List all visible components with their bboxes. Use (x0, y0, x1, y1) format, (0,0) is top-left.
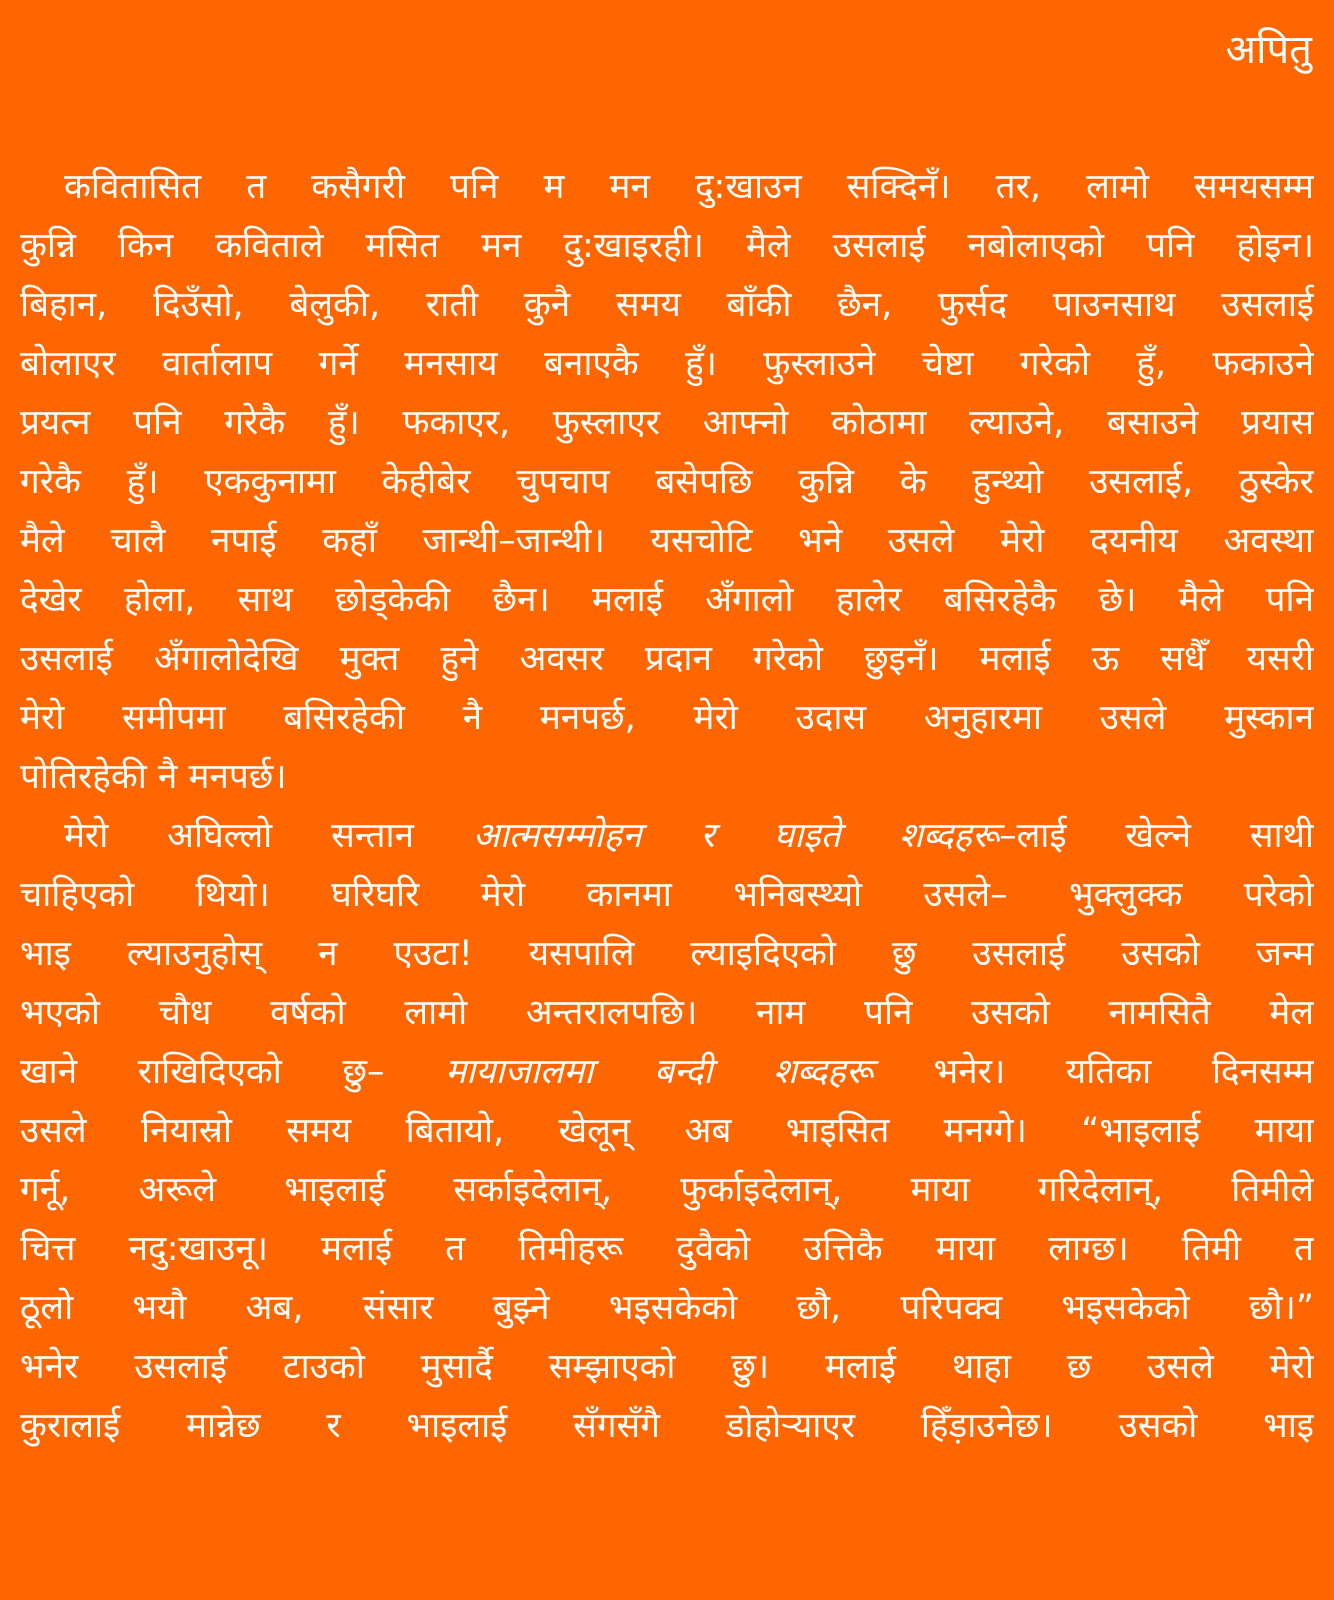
text-line: भएको चौध वर्षको लामो अन्तरालपछि। नाम पनि उसको नामसितै मेल (20, 993, 1314, 1033)
text-line: मेरो अघिल्लो सन्तान आत्मसम्मोहन र घाइते शब्दहरू–लाई खेल्ने साथी (64, 816, 1314, 856)
text-line: मैले चालै नपाई कहाँ जान्थी–जान्थी। यसचोटि भने उसले मेरो दयनीय अवस्था (20, 521, 1314, 561)
text-line: उसले नियास्रो समय बितायो, खेलून् अब भाइसित मनग्गे। “भाइलाई माया (20, 1111, 1314, 1151)
text-line: चित्त नदु:खाउनू। मलाई त तिमीहरू दुवैको उत्तिकै माया लाग्छ। तिमी त (20, 1229, 1314, 1269)
text-line: देखेर होला, साथ छोड्केकी छैन। मलाई अँगालो हालेर बसिरहेकै छे। मैले पनि (20, 580, 1314, 620)
text-line: बोलाएर वार्तालाप गर्ने मनसाय बनाएकै हुँ। फुस्लाउने चेष्टा गरेको हुँ, फकाउने (20, 344, 1314, 384)
text-line: कवितासित त कसैगरी पनि म मन दु:खाउन सक्दिनँ। तर, लामो समयसम्म (64, 167, 1314, 207)
body-text (20, 158, 1314, 1456)
text-line: मेरो समीपमा बसिरहेकी नै मनपर्छ, मेरो उदास अनुहारमा उसले मुस्कान (20, 698, 1314, 738)
text-line: भाइ ल्याउनुहोस् न एउटा! यसपालि ल्याइदिएको छु उसलाई उसको जन्म (20, 934, 1314, 974)
text-line: पोतिरहेकी नै मनपर्छ। (20, 757, 287, 797)
text-line: खाने राखिदिएको छु– मायाजालमा बन्दी शब्दहरू भनेर। यतिका दिनसम्म (20, 1052, 1314, 1092)
text-line: उसलाई अँगालोदेखि मुक्त हुने अवसर प्रदान गरेको छुइनँ। मलाई ऊ सधैँ यसरी (20, 639, 1314, 679)
book-title: आत्मसम्मोहन र घाइते शब्दहरू (472, 816, 1000, 856)
text-line: कुन्नि किन कविताले मसित मन दु:खाइरही। मैले उसलाई नबोलाएको पनि होइन। (20, 226, 1314, 266)
text-line: ठूलो भयौ अब, संसार बुझ्ने भइसकेको छौ, परिपक्व भइसकेको छौ।” (20, 1288, 1314, 1328)
text-line: भनेर उसलाई टाउको मुसार्दै सम्झाएको छु। मलाई थाहा छ उसले मेरो (20, 1347, 1314, 1387)
text-line: गर्नू, अरूले भाइलाई सर्काइदेलान्, फुर्काइदेलान्, माया गरिदेलान्, तिमीले (20, 1170, 1314, 1210)
text-line: गरेकै हुँ। एककुनामा केहीबेर चुपचाप बसेपछि कुन्नि के हुन्थ्यो उसलाई, ठुस्केर (20, 462, 1314, 502)
paragraph-1 (20, 158, 1314, 807)
text-line: चाहिएको थियो। घरिघरि मेरो कानमा भनिबस्थ्यो उसले– भुक्लुक्क परेको (20, 875, 1314, 915)
text-line: प्रयत्न पनि गरेकै हुँ। फकाएर, फुस्लाएर आफ्नो कोठामा ल्याउने, बसाउने प्रयास (20, 403, 1314, 443)
text-line: बिहान, दिउँसो, बेलुकी, राती कुनै समय बाँकी छैन, फुर्सद पाउनसाथ उसलाई (20, 285, 1314, 325)
book-title: मायाजालमा बन्दी शब्दहरू (445, 1052, 873, 1092)
paragraph-2 (20, 807, 1314, 1456)
page-heading: अपितु (1225, 27, 1312, 73)
text-line: कुरालाई मान्नेछ र भाइलाई सँगसँगै डोहोर्‍याएर हिँड़ाउनेछ। उसको भाइ (20, 1406, 1314, 1446)
